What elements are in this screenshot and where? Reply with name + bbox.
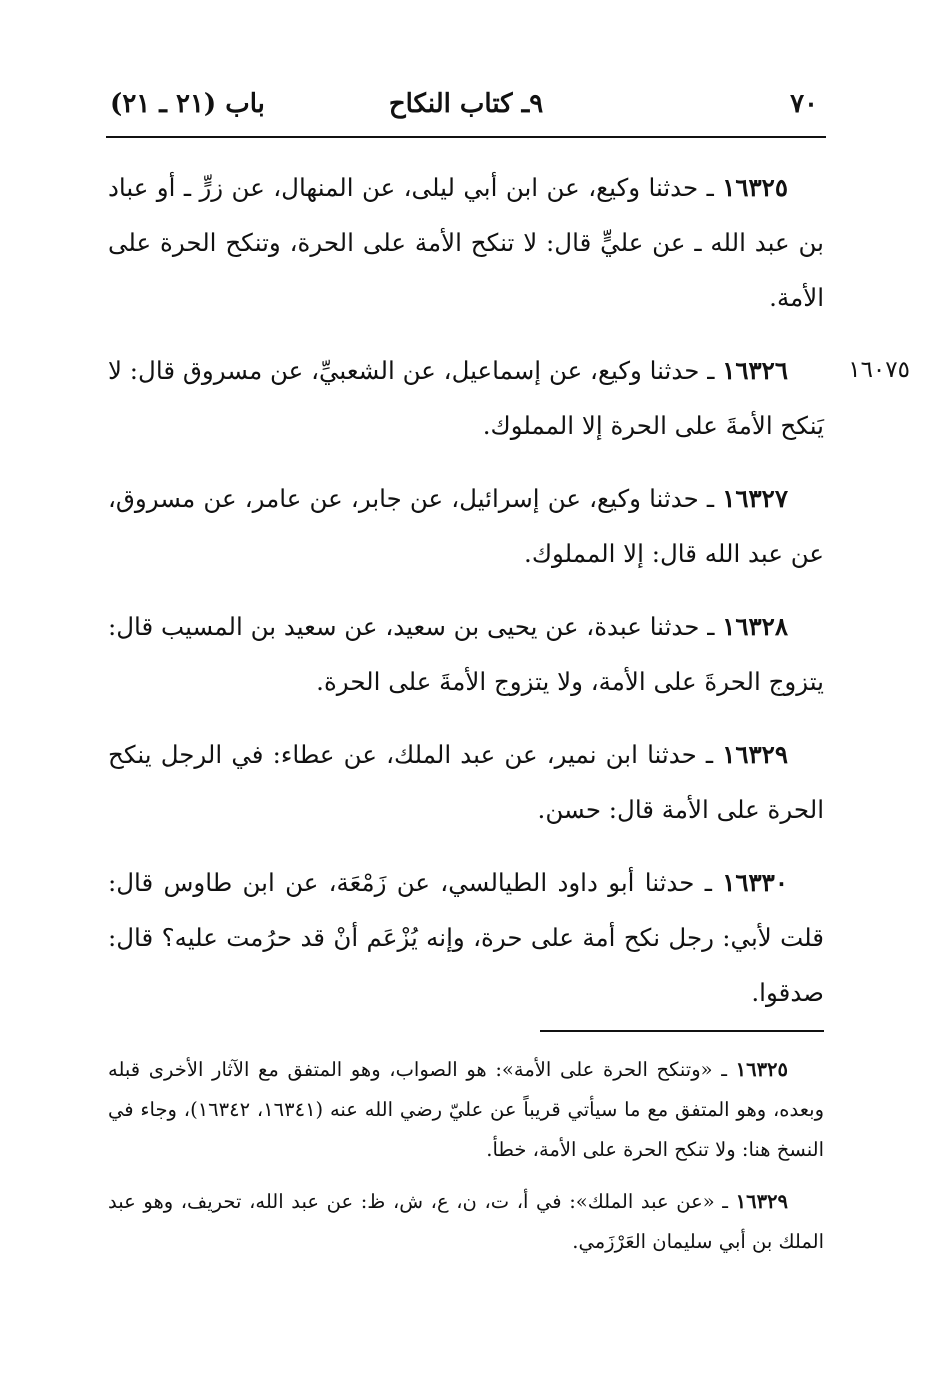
hadith-16327 <box>108 471 824 581</box>
hadith-number: ١٦٣٢٥ <box>722 173 788 202</box>
hadith-number: ١٦٣٢٧ <box>722 484 788 513</box>
hadith-number: ١٦٣٢٩ <box>722 740 788 769</box>
hadith-text: ـ حدثنا وكيع، عن إسرائيل، عن جابر، عن عامر، عن مسروق، عن عبد الله قال: إلا المملوك. <box>108 484 824 568</box>
footnote-text: ـ «وتنكح الحرة على الأمة»: هو الصواب، وهو المتفق مع الآثار الأخرى قبله وبعده، وهو المتفق مع ما سيأتي قريباً عن عليّ رضي الله عنه (١٦٣٤١، ١٦٣٤٢)، وجاء في النسخ هنا: ولا تنكح الحرة على الأمة، خطأ. <box>108 1058 824 1161</box>
header-rule <box>106 136 826 138</box>
margin-number: ١٦٠٧٥ <box>848 357 910 383</box>
footnote-16329 <box>108 1182 824 1262</box>
footnote-16325 <box>108 1050 824 1170</box>
main-text <box>108 160 910 1038</box>
footnote-rule <box>540 1030 824 1032</box>
hadith-number: ١٦٣٢٦ <box>722 356 788 385</box>
footnote-number: ١٦٣٢٥ <box>735 1058 788 1081</box>
hadith-text: ـ حدثنا وكيع، عن ابن أبي ليلى، عن المنهال، عن زرٍّ ـ أو عباد بن عبد الله ـ عن عليٍّ قال: لا تنكح الأمة على الحرة، وتنكح الحرة على الأمة. <box>108 173 824 312</box>
running-header <box>106 84 826 124</box>
footnote-text: ـ «عن عبد الملك»: في أ، ت، ن، ع، ش، ظ: عن عبد الله، تحريف، وهو عبد الملك بن أبي سليمان العَرْزَمي. <box>108 1190 824 1253</box>
footnote-number: ١٦٣٢٩ <box>735 1190 788 1213</box>
hadith-text: ـ حدثنا أبو داود الطيالسي، عن زَمْعَة، عن ابن طاوس قال: قلت لأبي: رجل نكح أمة على حرة، وإنه يُزْعَم أنْ قد حرُمت عليه؟ قال: صدقوا. <box>108 868 824 1007</box>
hadith-16325 <box>108 160 824 325</box>
hadith-16329 <box>108 727 824 837</box>
hadith-16328 <box>108 599 824 709</box>
hadith-text: ـ حدثنا عبدة، عن يحيى بن سعيد، عن سعيد بن المسيب قال: يتزوج الحرةَ على الأمة، ولا يتزوج الأمةَ على الحرة. <box>108 612 824 696</box>
chapter-title: ٩ـ كتاب النكاح <box>388 89 544 119</box>
hadith-number: ١٦٣٣٠ <box>722 868 788 897</box>
page-number: ٧٠ <box>790 89 818 119</box>
hadith-16326 <box>108 343 910 453</box>
hadith-number: ١٦٣٢٨ <box>722 612 788 641</box>
footnotes <box>108 1050 824 1274</box>
hadith-16330 <box>108 855 824 1020</box>
hadith-text: ـ حدثنا ابن نمير، عن عبد الملك، عن عطاء: في الرجل ينكح الحرة على الأمة قال: حسن. <box>108 740 824 824</box>
hadith-text: ـ حدثنا وكيع، عن إسماعيل، عن الشعبيِّ، عن مسروق قال: لا يَنكح الأمةَ على الحرة إلا المملوك. <box>108 356 824 440</box>
section-title: باب (٢١ ـ ٢١) <box>110 89 265 119</box>
